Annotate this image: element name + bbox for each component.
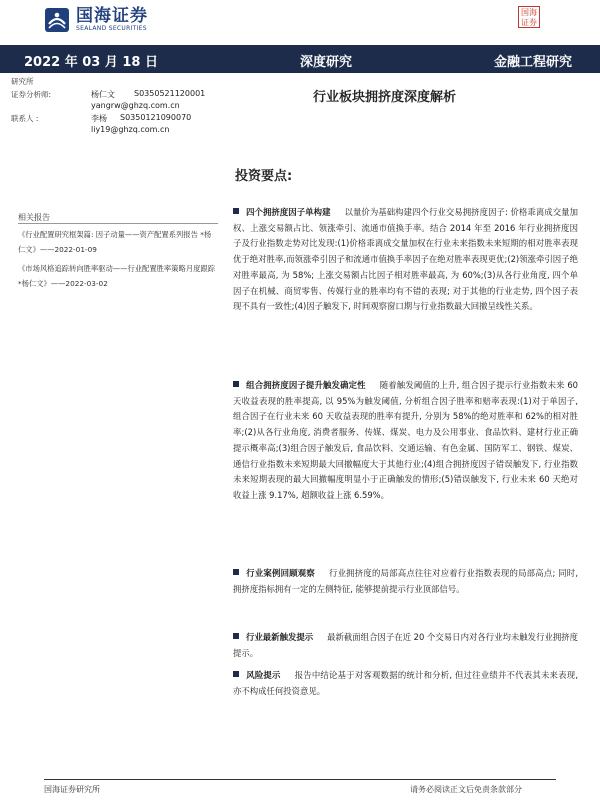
company-seal: 国海证券 <box>518 6 540 28</box>
key-point <box>233 566 578 597</box>
bullet-icon <box>233 569 239 575</box>
analyst-name: 杨仁文 <box>91 90 115 99</box>
key-point <box>233 378 578 504</box>
key-point-body: 最新截面组合因子在近 20 个交易日内对各行业均未触发行业拥挤度提示。 <box>233 632 578 658</box>
related-reports-heading: 相关报告 <box>18 213 50 222</box>
key-point <box>233 205 578 315</box>
contact-name: 李杨 <box>91 114 107 123</box>
key-point-heading: 风险提示 <box>246 670 281 680</box>
analyst-cert: S0350521120001 <box>134 89 206 98</box>
key-point <box>233 668 578 699</box>
analyst-label: 证券分析师: <box>11 90 52 99</box>
sidebar-divider <box>18 223 218 224</box>
logo-name-en: SEALAND SECURITIES <box>76 25 147 32</box>
key-point-body: 以量价为基础构建四个行业交易拥挤度因子: 价格乖离成交量加权、上涨交易额占比、领涨牵引、流通市值换手率。结合 2014 年至 2016 年行业拥挤度因子及行业指数走势对比发现:(1)价格乖离成交量加权在行业未来指数未来短期的相对胜率表现优于绝对胜率,而领涨牵引因子和流通市值换手率因子在绝对胜率表现更优;(2)领涨牵引因子绝对胜率最高, 为 58%; 上涨交易额占比因子相对胜率最高, 为 60%;(3)从各行业角度, 四个单因子在机械、商贸零售、传媒行业的胜率均有不错的表现; 对于其他的行业走势, 四个因子表现不具有一致性;(4)因子触发下, 时间观察窗口期与行业指数最大回撤呈线性关系。 <box>233 207 578 312</box>
report-type: 深度研究 <box>300 55 353 70</box>
key-point-heading: 行业案例回顾观察 <box>246 568 315 578</box>
related-report: 《行业配置研究框架篇: 因子动量——资产配置系列报告 *杨仁文》——2022-01-09 <box>18 230 212 254</box>
bullet-icon <box>233 633 239 639</box>
key-point-body: 随着触发阈值的上升, 组合因子提示行业指数未来 60 天收益表现的胜率提高, 以 95%为触发阈值, 分析组合因子胜率和赔率表现:(1)对于单因子, 组合因子在行业未来 60 天收益表现的胜率有提升, 分别为 58%的绝对胜率和 62%的相对胜率;(2)从各行业角度, 消费者服务、传媒、煤炭、电力及公用事业、食品饮料、建材行业正确提示概率高;(3)组合因子触发后, 食品饮料、交通运输、有色金属、国防军工、钢铁、煤炭、通信行业指数未来短期最大回撤幅度大于其他行业;(4)组合拥挤度因子错误触发下, 行业指数未来短期表现的最大回撤幅度明显小于正确触发的情形;(5)错误触发下, 行业未来 60 天绝对收益上涨 9.17%, 超额收益上涨 6.59%。 <box>233 380 578 500</box>
analyst-email: yangrw@ghzq.com.cn <box>91 101 180 110</box>
sealand-logo-icon <box>44 7 70 33</box>
org-label: 研究所 <box>11 77 34 86</box>
key-point-heading: 四个拥挤度因子单构建 <box>246 207 331 217</box>
report-category: 金融工程研究 <box>494 55 573 70</box>
key-point-body: 报告中结论基于对客观数据的统计和分析, 但过往业绩并不代表其未来表现, 亦不构成任何投资意见。 <box>233 670 579 696</box>
related-report: 《市场风格追踪转向胜率驱动——行业配置胜率策略月度跟踪 *杨仁文》——2022-03-02 <box>18 264 216 288</box>
footer-org: 国海证券研究所 <box>44 785 100 794</box>
contact-label: 联系人 : <box>11 114 39 123</box>
report-title: 行业板块拥挤度深度解析 <box>313 90 457 105</box>
header-banner <box>0 45 600 73</box>
bullet-icon <box>233 381 239 387</box>
contact-cert: S0350121090070 <box>120 113 192 122</box>
company-logo <box>44 7 194 35</box>
footer-divider <box>44 779 556 780</box>
footer-disclaimer: 请务必阅读正文后免责条款部分 <box>410 785 522 794</box>
key-point-body: 行业拥挤度的局部高点往往对应着行业指数表现的局部高点; 同时, 拥挤度指标拥有一定的左侧特征, 能够提前提示行业顶部信号。 <box>233 568 578 594</box>
key-point-heading: 行业最新触发提示 <box>246 632 314 642</box>
section-title: 投资要点: <box>235 169 293 184</box>
key-point-heading: 组合拥挤度因子提升触发确定性 <box>246 380 366 390</box>
contact-email: liy19@ghzq.com.cn <box>91 125 170 134</box>
bullet-icon <box>233 208 239 214</box>
key-point <box>233 630 578 661</box>
logo-name-cn: 国海证券 <box>76 6 148 26</box>
report-date: 2022 年 03 月 18 日 <box>24 55 158 70</box>
bullet-icon <box>233 671 239 677</box>
